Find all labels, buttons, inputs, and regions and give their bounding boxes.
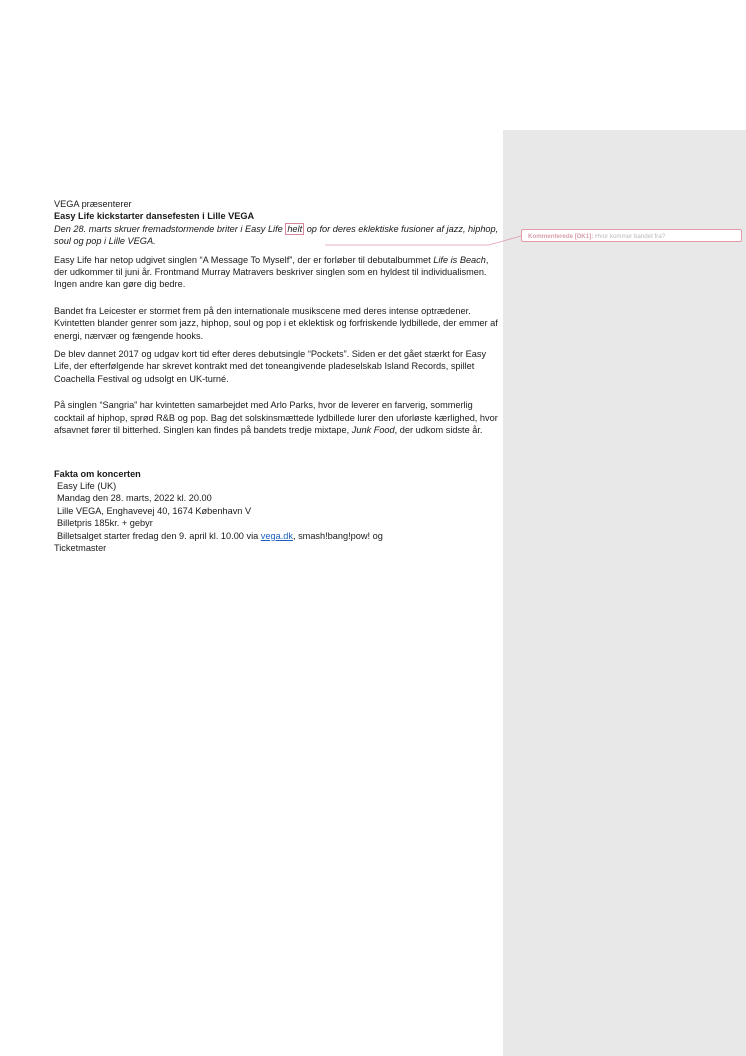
fact-price: Billetpris 185kr. + gebyr	[57, 518, 153, 529]
sale-text-a: Billetsalget starter fredag den 9. april kl. 10.00 via	[57, 530, 261, 541]
p1-text-b: , der udkommer til juni år. Frontmand Murray Matravers beskriver singlen som en hyldest til individualismen. Ingen andre kan gøre dig bedre.	[54, 254, 489, 290]
document-body	[54, 198, 499, 554]
p4-text-b: , der udkom sidste år.	[394, 425, 483, 436]
comment-text: Hvor kommer bandet fra?	[595, 233, 666, 240]
fact-artist: Easy Life (UK)	[57, 480, 117, 491]
headline: Easy Life kickstarter dansefesten i Lille VEGA	[54, 211, 255, 222]
commented-word[interactable]: helt	[287, 223, 303, 234]
body-paragraph-1	[54, 254, 499, 291]
comment-pane	[503, 130, 746, 1056]
p1-text-a: Easy Life har netop udgivet singlen “A Message To Myself”, der er forløber til debutalbummet	[54, 254, 434, 265]
lead-paragraph	[54, 223, 499, 248]
body-paragraph-4	[54, 399, 499, 436]
vega-link[interactable]: vega.dk	[260, 530, 293, 541]
comment-balloon[interactable]	[521, 229, 742, 242]
body-paragraph-2: Bandet fra Leicester er stormet frem på den internationale musikscene med deres intense optrædener. Kvintetten blander genrer som jazz, hiphop, soul og pop i et eklektisk og forfriskende lydbillede, der emmer af energi, nærvær og fængende hooks.	[54, 305, 498, 341]
presenter-line: VEGA præsenterer	[54, 199, 132, 209]
fact-venue: Lille VEGA, Enghavevej 40, 1674 København V	[57, 505, 252, 516]
lead-text-after: op for deres eklektiske fusioner af jazz, hiphop, soul og pop i Lille VEGA.	[54, 223, 499, 247]
p4-text-a: På singlen “Sangria” har kvintetten samarbejdet med Arlo Parks, hvor de leverer en farverig, sommerlig cocktail af hiphop, sprød R&B og pop. Bag det solskinsmættede lydbillede lurer den uforløste kærlighed, hvor afsavnet fører til bitterhed. Singlen kan findes på bandets tredje mixtape,	[54, 400, 498, 436]
facts-heading: Fakta om koncerten	[54, 468, 141, 479]
body-paragraph-3: De blev dannet 2017 og udgav kort tid efter deres debutsingle “Pockets”. Siden er det gået stærkt for Easy Life, der efterfølgende har skrevet kontrakt med det toneangivende pladeselskab Island Records, spillet Coachella Festival og udsolgt en UK-turné.	[54, 349, 487, 384]
album-title: Life is Beach	[433, 254, 486, 265]
lead-text-before: Den 28. marts skruer fremadstormende briter i Easy Life	[54, 223, 286, 234]
fact-date: Mandag den 28. marts, 2022 kl. 20.00	[57, 493, 212, 504]
sale-text-b: , smash!bang!pow! og	[292, 530, 383, 541]
comment-author-label: Kommenterede [DK1]:	[528, 233, 594, 240]
fact-ticket-sale-cont: Ticketmaster	[54, 542, 107, 553]
fact-ticket-sale	[54, 530, 499, 542]
mixtape-title: Junk Food	[351, 425, 395, 436]
